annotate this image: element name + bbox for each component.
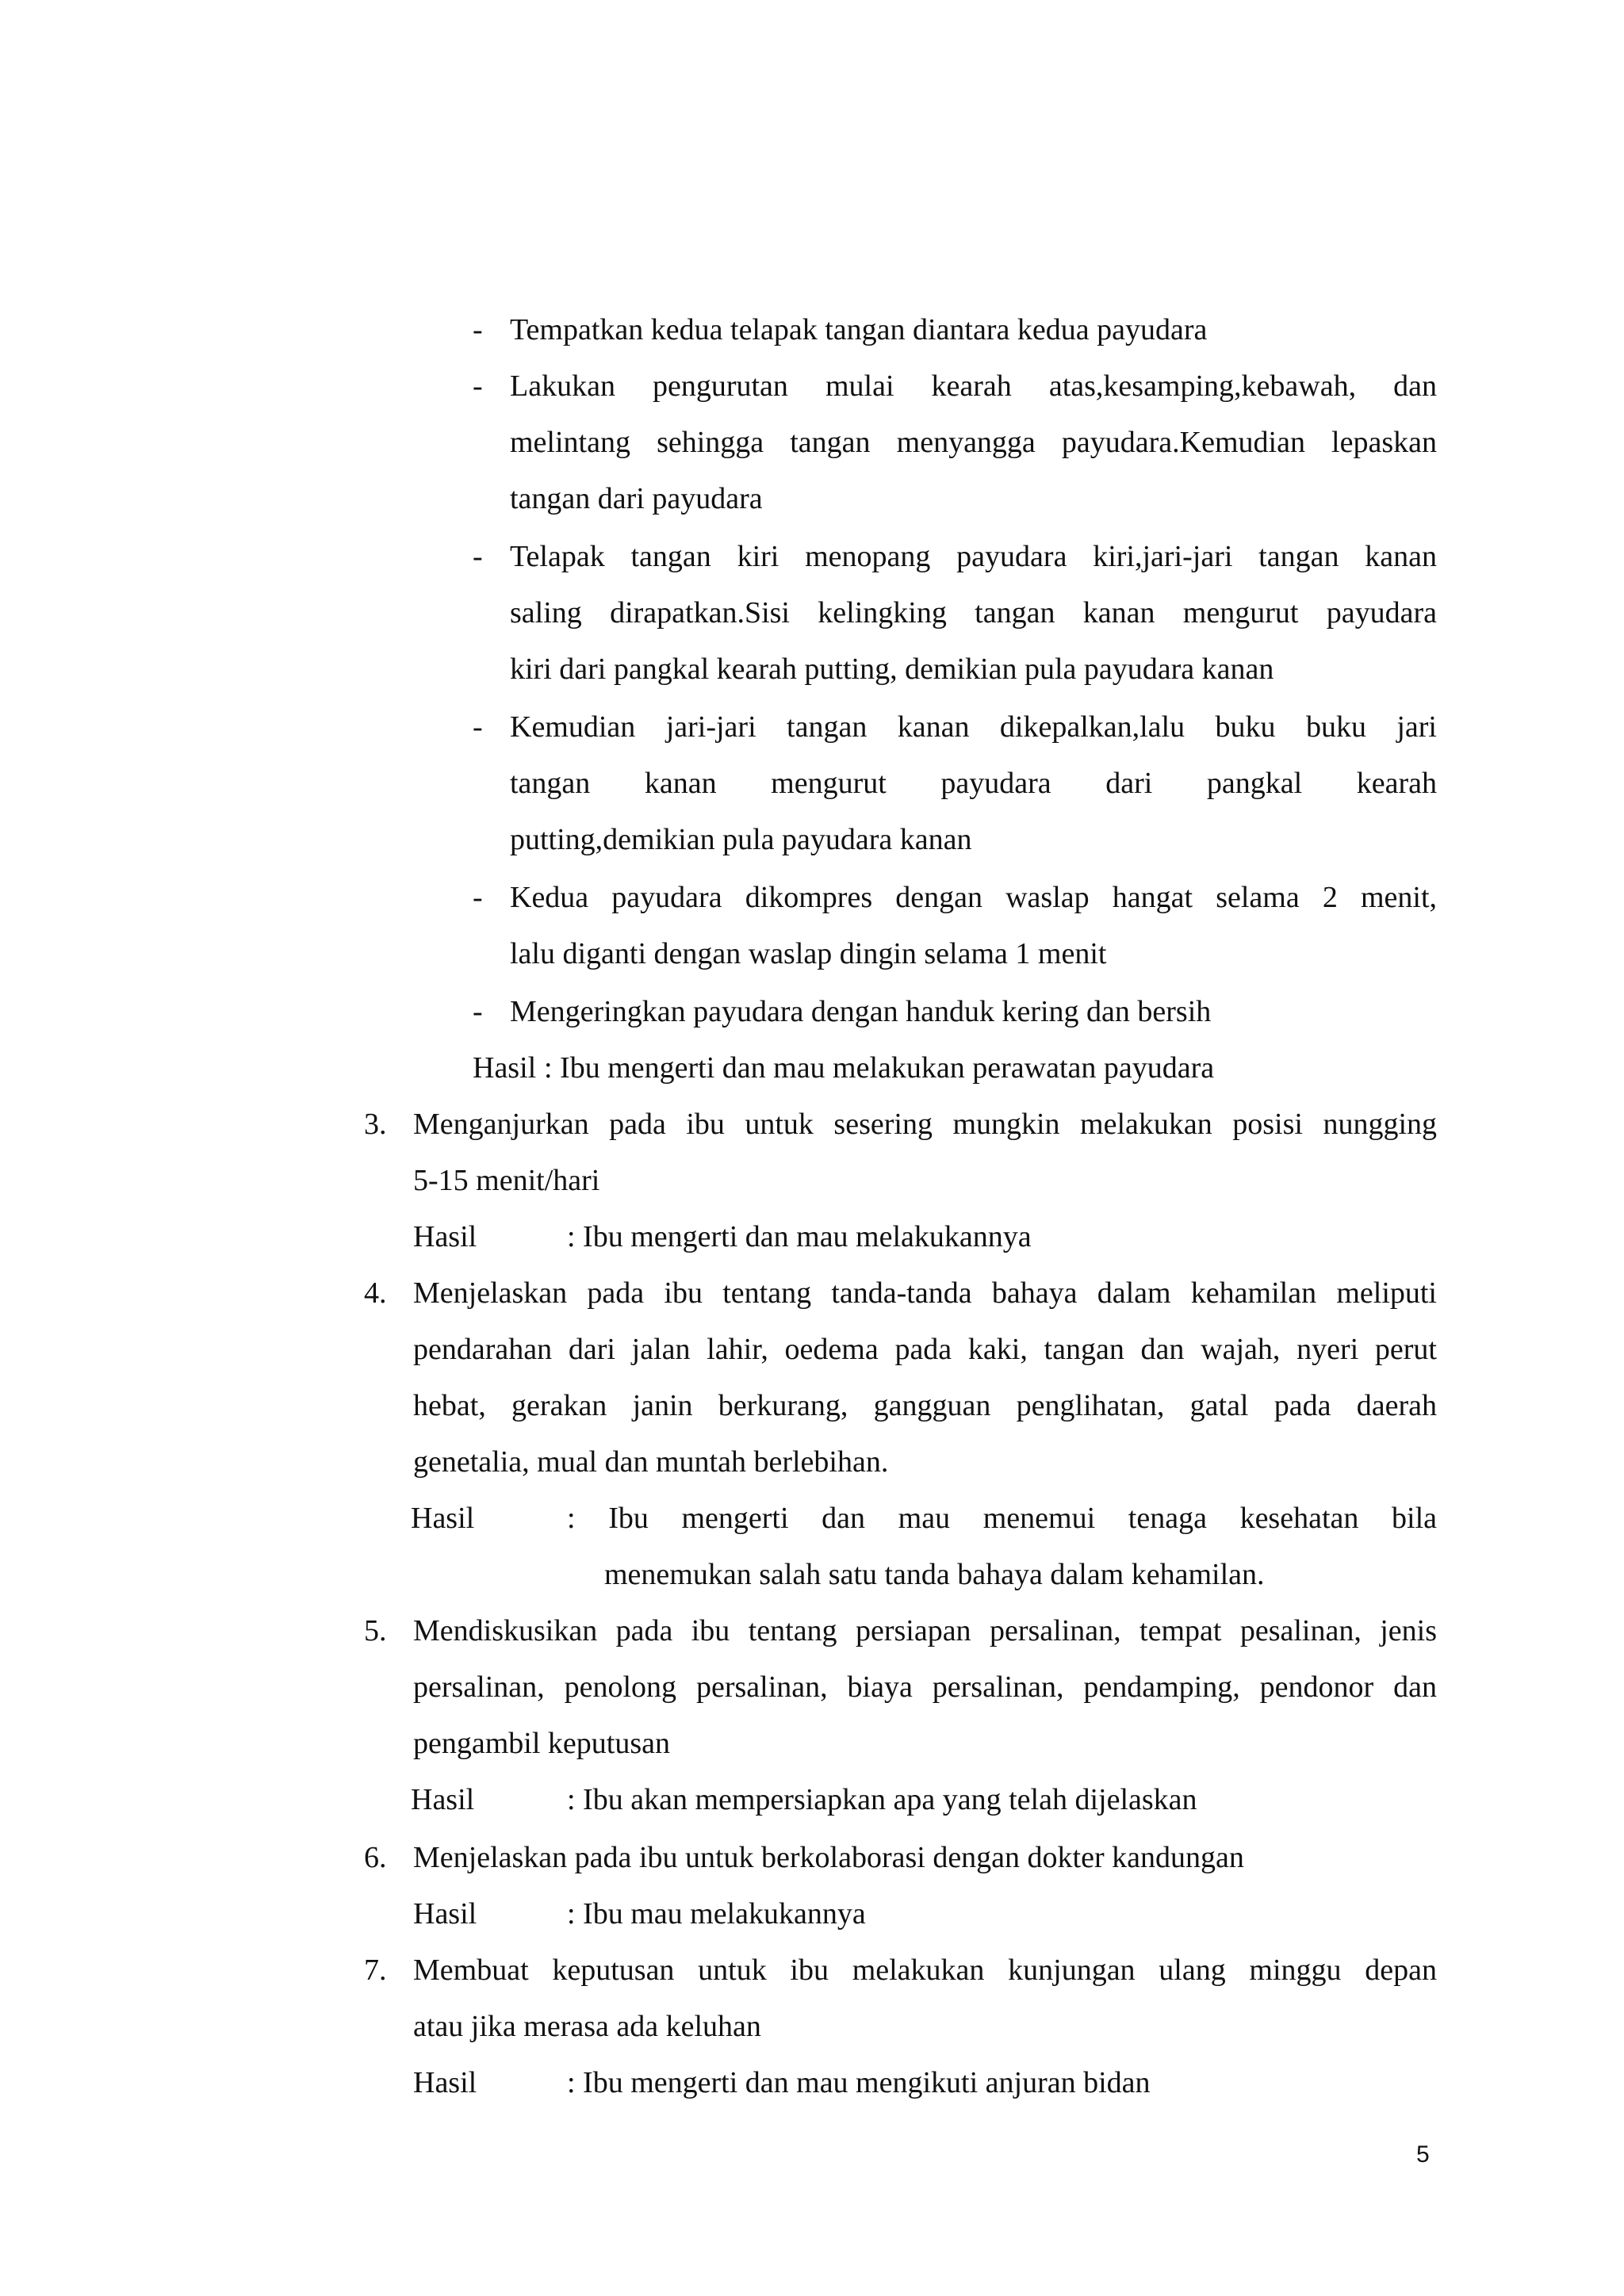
item-text-line: persalinan, penolong persalinan, biaya persalinan, pendamping, pendonor dan bbox=[413, 1670, 1437, 1704]
result-label: Hasil bbox=[413, 1220, 477, 1253]
bullet-text-line: Telapak tangan kiri menopang payudara kiri,jari-jari tangan kanan bbox=[510, 540, 1437, 573]
item-number: 3. bbox=[364, 1108, 387, 1141]
result-label: Hasil bbox=[411, 1502, 475, 1535]
bullet-text-line: lalu diganti dengan waslap dingin selama 1 menit bbox=[510, 937, 1107, 970]
item-text-line: 5-15 menit/hari bbox=[413, 1164, 600, 1197]
bullet-text-line: tangan dari payudara bbox=[510, 482, 763, 515]
item-number: 5. bbox=[364, 1614, 387, 1647]
result-label: Hasil bbox=[413, 1897, 477, 1931]
bullet-text-line: Tempatkan kedua telapak tangan diantara kedua payudara bbox=[510, 313, 1208, 346]
result-text: : Ibu akan mempersiapkan apa yang telah dijelaskan bbox=[567, 1783, 1197, 1816]
item-text-line: atau jika merasa ada keluhan bbox=[413, 2010, 761, 2043]
result-text: : Ibu mengerti dan mau menemui tenaga kesehatan bila bbox=[567, 1502, 1437, 1535]
item-number: 4. bbox=[364, 1276, 387, 1310]
item-text-line: Menjelaskan pada ibu untuk berkolaborasi dengan dokter kandungan bbox=[413, 1841, 1244, 1874]
bullet-text-line: Mengeringkan payudara dengan handuk kering dan bersih bbox=[510, 995, 1212, 1028]
bullet-text-line: melintang sehingga tangan menyangga payudara.Kemudian lepaskan bbox=[510, 426, 1437, 459]
result-label: Hasil bbox=[411, 1783, 475, 1816]
result-text: : Ibu mengerti dan mau melakukan perawatan payudara bbox=[544, 1051, 1215, 1085]
bullet-text-line: kiri dari pangkal kearah putting, demikian pula payudara kanan bbox=[510, 652, 1274, 686]
bullet-text-line: tangan kanan mengurut payudara dari pangkal kearah bbox=[510, 767, 1437, 800]
result-label: Hasil bbox=[473, 1051, 537, 1085]
bullet-text-line: saling dirapatkan.Sisi kelingking tangan kanan mengurut payudara bbox=[510, 596, 1437, 629]
bullet-dash: - bbox=[473, 540, 483, 573]
item-text-line: genetalia, mual dan muntah berlebihan. bbox=[413, 1445, 889, 1479]
bullet-text-line: Kemudian jari-jari tangan kanan dikepalkan,lalu buku buku jari bbox=[510, 710, 1437, 744]
bullet-dash: - bbox=[473, 313, 483, 346]
bullet-dash: - bbox=[473, 369, 483, 403]
item-text-line: hebat, gerakan janin berkurang, gangguan penglihatan, gatal pada daerah bbox=[413, 1389, 1437, 1422]
bullet-text-line: Kedua payudara dikompres dengan waslap hangat selama 2 menit, bbox=[510, 881, 1437, 914]
result-text: menemukan salah satu tanda bahaya dalam kehamilan. bbox=[604, 1558, 1265, 1591]
page-number: 5 bbox=[1416, 2141, 1430, 2168]
result-text: : Ibu mau melakukannya bbox=[567, 1897, 866, 1931]
bullet-text-line: Lakukan pengurutan mulai kearah atas,kesamping,kebawah, dan bbox=[510, 369, 1437, 403]
item-text-line: Menjelaskan pada ibu tentang tanda-tanda bahaya dalam kehamilan meliputi bbox=[413, 1276, 1437, 1310]
bullet-dash: - bbox=[473, 881, 483, 914]
item-text-line: pendarahan dari jalan lahir, oedema pada kaki, tangan dan wajah, nyeri perut bbox=[413, 1333, 1437, 1366]
bullet-text-line: putting,demikian pula payudara kanan bbox=[510, 823, 972, 856]
item-text-line: Membuat keputusan untuk ibu melakukan kunjungan ulang minggu depan bbox=[413, 1954, 1437, 1987]
bullet-dash: - bbox=[473, 995, 483, 1028]
result-label: Hasil bbox=[413, 2066, 477, 2099]
item-text-line: pengambil keputusan bbox=[413, 1727, 670, 1760]
item-number: 6. bbox=[364, 1841, 387, 1874]
item-text-line: Menganjurkan pada ibu untuk sesering mungkin melakukan posisi nungging bbox=[413, 1108, 1437, 1141]
result-text: : Ibu mengerti dan mau melakukannya bbox=[567, 1220, 1032, 1253]
result-text: : Ibu mengerti dan mau mengikuti anjuran bidan bbox=[567, 2066, 1151, 2099]
item-number: 7. bbox=[364, 1954, 387, 1987]
bullet-dash: - bbox=[473, 710, 483, 744]
item-text-line: Mendiskusikan pada ibu tentang persiapan persalinan, tempat pesalinan, jenis bbox=[413, 1614, 1437, 1647]
